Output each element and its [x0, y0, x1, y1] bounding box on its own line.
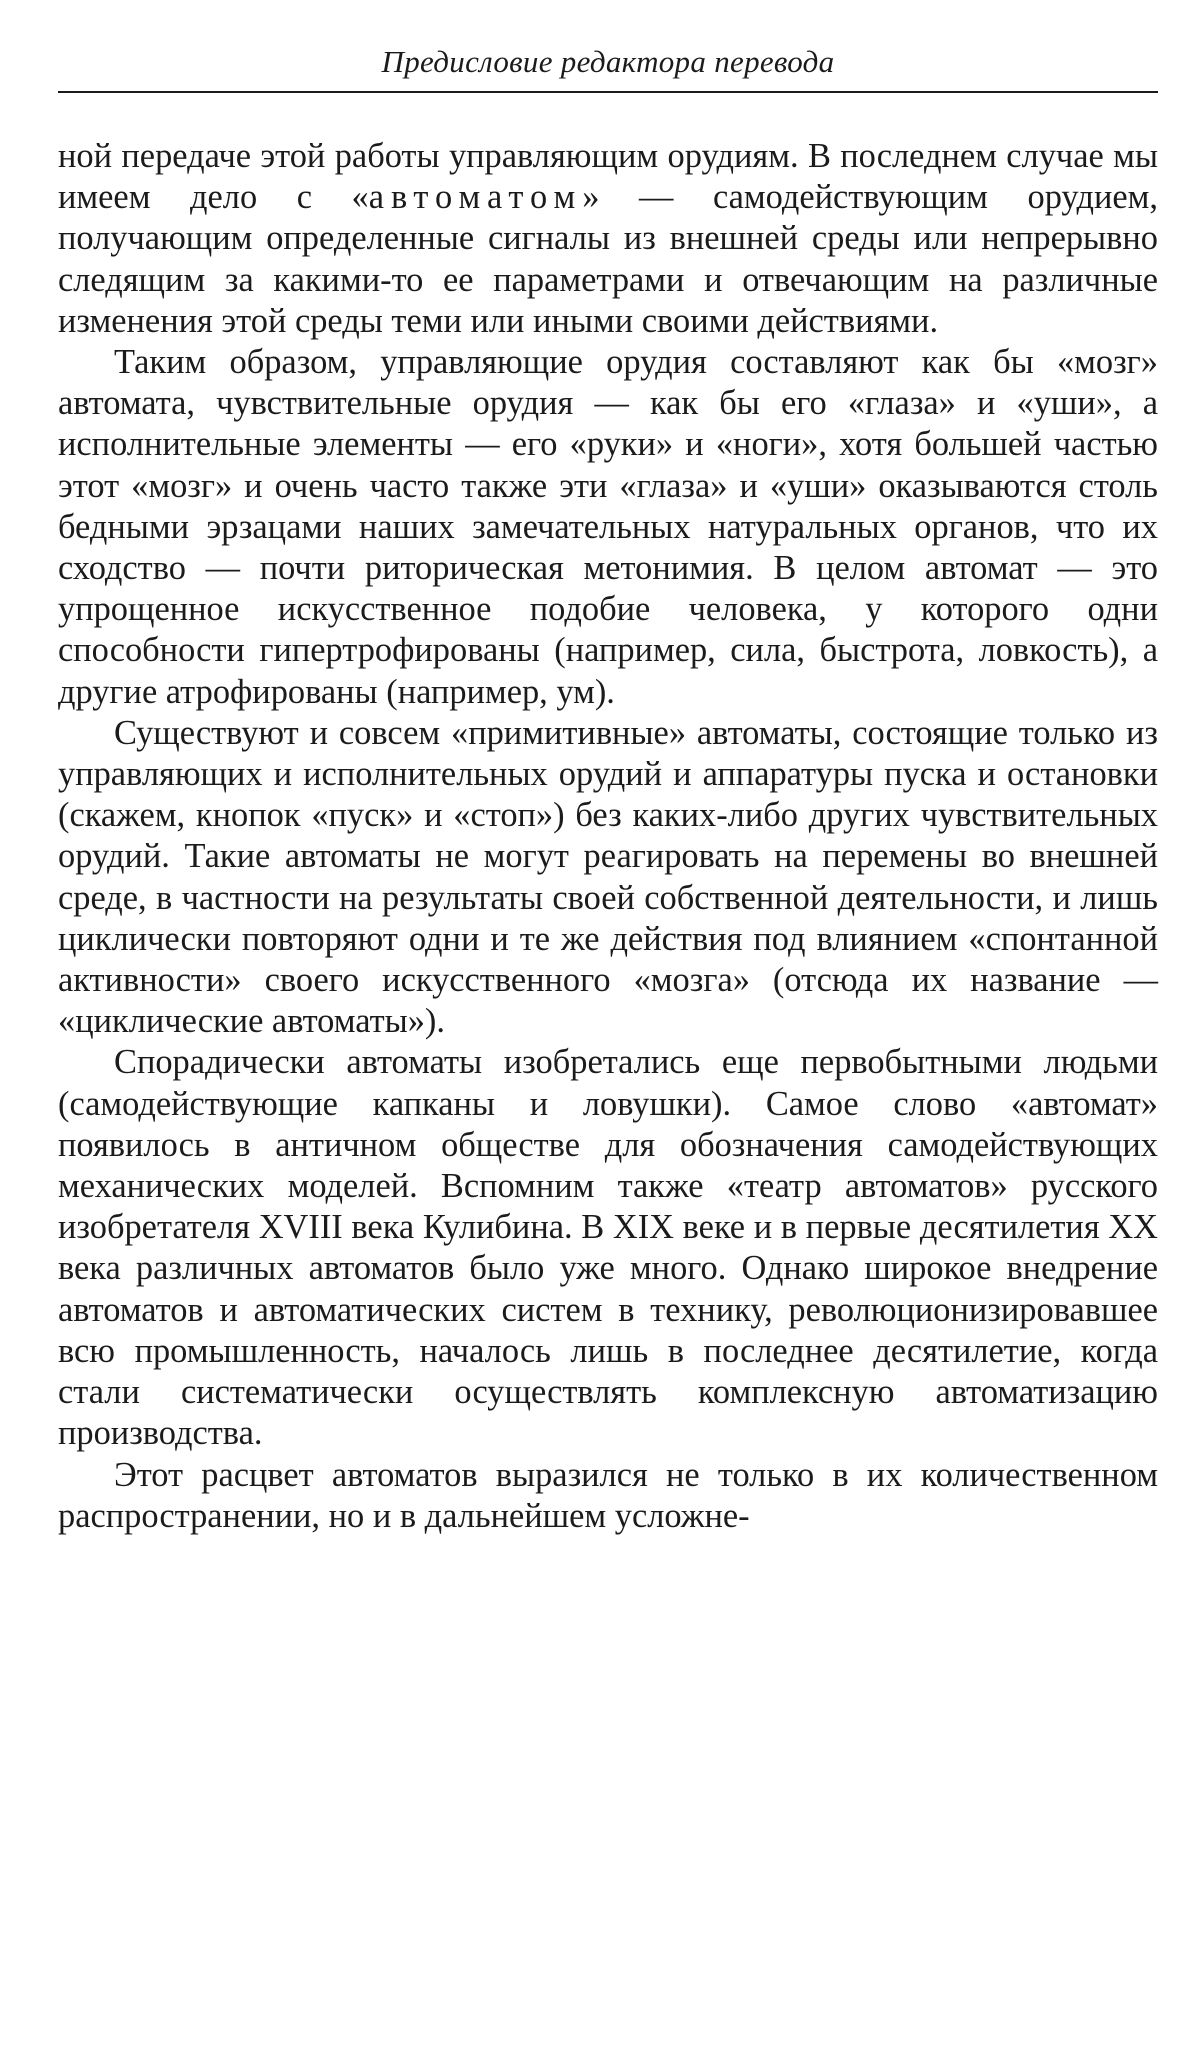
paragraph-text: ной передаче этой работы управляющим орудиям. В последнем случае мы имеем дело с «: [58, 137, 1158, 217]
spaced-term: автоматом: [368, 178, 583, 217]
paragraph: [58, 136, 1158, 342]
header-rule: [58, 91, 1158, 93]
paragraph: Этот расцвет автоматов выразился не только в их количественном распространении, но и в дальнейшем усложне-: [58, 1455, 1158, 1535]
paragraph-text: » — самодействующим орудием, получающим определенные сигналы из внешней среды или непрерывно следящим за какими-то ее параметрами и отвечающим на различные изменения этой среды теми или иными своими действиями.: [58, 178, 1158, 340]
paragraph: Спорадически автоматы изобретались еще первобытными людьми (самодействующие капканы и ловушки). Самое слово «автомат» появилось в античном обществе для обозначения самодействующих механических моделей. Вспомним также «театр автоматов» русского изобретателя XVIII века Кулибина. В XIX веке и в первые десятилетия XX века различных автоматов было уже много. Однако широкое внедрение автоматов и автоматических систем в технику, революционизировавшее всю промышленность, началось лишь в последнее десятилетие, когда стали систематически осуществлять комплексную автоматизацию производства.: [58, 1043, 1158, 1453]
paragraph: Таким образом, управляющие орудия составляют как бы «мозг» автомата, чувствительные орудия — как бы его «глаза» и «уши», а исполнительные элементы — его «руки» и «ноги», хотя большей частью этот «мозг» и очень часто также эти «глаза» и «уши» оказываются столь бедными эрзацами наших замечательных натуральных органов, что их сходство — почти риторическая метонимия. В целом автомат — это упрощенное искусственное подобие человека, у которого одни способности гипертрофированы (например, сила, быстрота, ловкость), а другие атрофированы (например, ум).: [58, 343, 1158, 711]
paragraph: Существуют и совсем «примитивные» автоматы, состоящие только из управляющих и исполнительных орудий и аппаратуры пуска и остановки (скажем, кнопок «пуск» и «стоп») без каких-либо других чувствительных орудий. Такие автоматы не могут реагировать на перемены во внешней среде, в частности на результаты своей собственной деятельности, и лишь циклически повторяют одни и те же действия под влиянием «спонтанной активности» своего искусственного «мозга» (отсюда их название — «циклические автоматы»).: [58, 713, 1158, 1041]
body-text: [58, 136, 1158, 1537]
running-head: Предисловие редактора перевода: [381, 44, 835, 79]
